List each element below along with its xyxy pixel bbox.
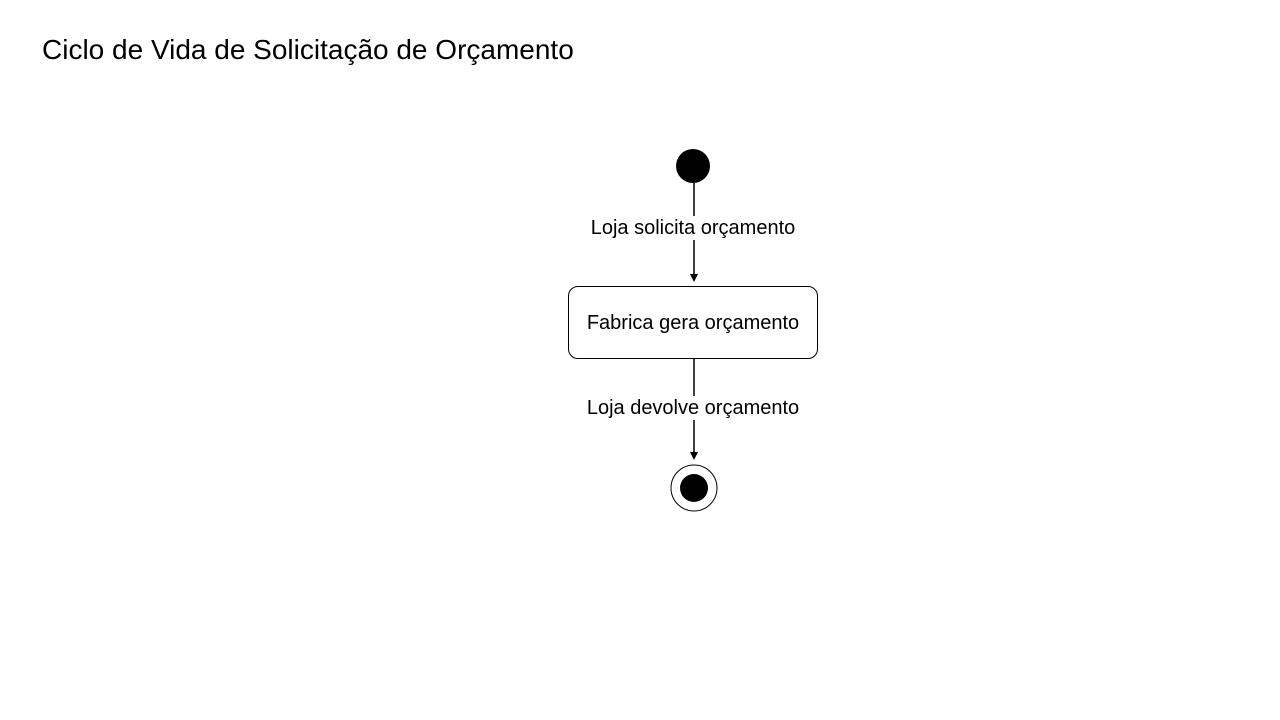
page-title: Ciclo de Vida de Solicitação de Orçamento (42, 34, 574, 65)
final-state-inner-dot (680, 474, 708, 502)
initial-state-node (676, 149, 710, 183)
state-label: Fabrica gera orçamento (586, 311, 800, 334)
transition-label-return: Loja devolve orçamento (586, 397, 800, 419)
transition-label-request: Loja solicita orçamento (590, 217, 796, 239)
state-fabrica-gera-orcamento (568, 286, 818, 359)
